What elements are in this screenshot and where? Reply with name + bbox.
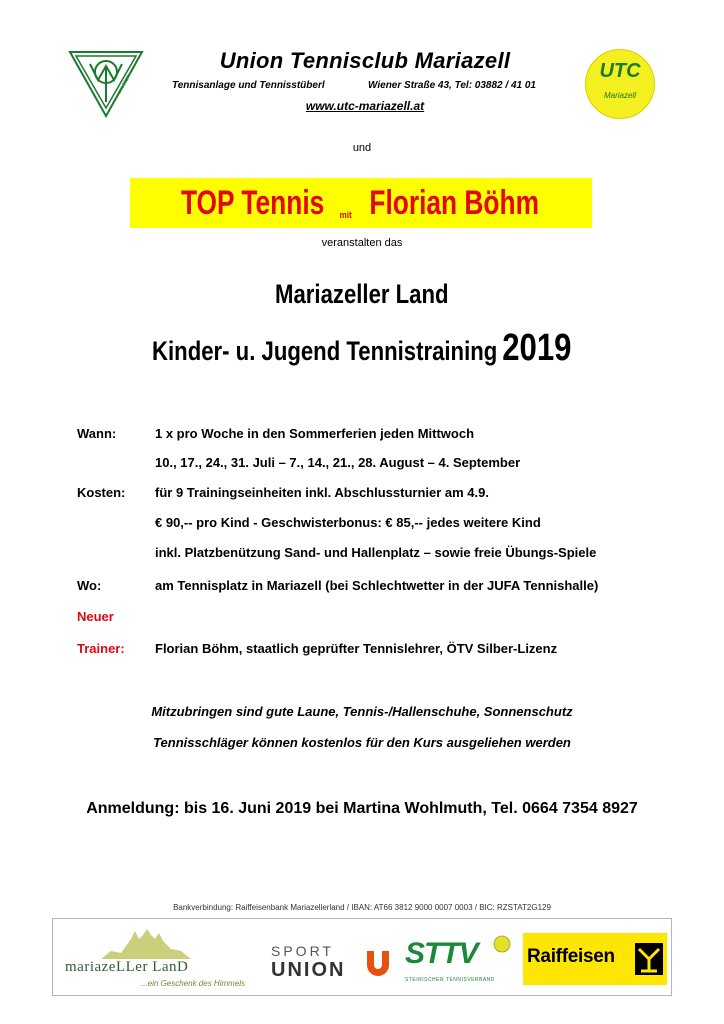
sponsor-footer bbox=[52, 918, 672, 996]
trainer-label: Trainer: bbox=[77, 641, 125, 656]
neuer-label: Neuer bbox=[77, 609, 114, 624]
raiffeisen-gable-cross-icon bbox=[635, 943, 663, 975]
title-line1-text: Mariazeller Land bbox=[275, 279, 449, 309]
kosten-label: Kosten: bbox=[77, 485, 126, 500]
bank-details: Bankverbindung: Raiffeisenbank Mariazellerland / IBAN: AT66 3812 9000 0007 0003 / BIC: RZSTAT2G129 bbox=[173, 903, 551, 912]
raiffeisen-word: Raiffeisen bbox=[527, 946, 615, 967]
club-subline: Tennisanlage und Tennisstüberl bbox=[172, 80, 325, 91]
veranstalten-text: veranstalten das bbox=[321, 237, 403, 249]
mariazeller-land-tagline: ...ein Geschenk des Himmels bbox=[141, 979, 246, 988]
banner-part2: Florian Böhm bbox=[369, 184, 539, 222]
anmeldung-text: Anmeldung: bis 16. Juni 2019 bei Martina Wohlmuth, Tel. 0664 7354 8927 bbox=[86, 800, 638, 817]
sportunion-sport-word: SPORT bbox=[271, 943, 334, 959]
sportunion-logo bbox=[271, 939, 391, 989]
club-name: Union Tennisclub Mariazell bbox=[219, 48, 511, 73]
wo-line1: am Tennisplatz in Mariazell (bei Schlechtwetter in der JUFA Tennishalle) bbox=[155, 578, 599, 593]
sttv-word: STTV bbox=[405, 937, 478, 970]
wann-label: Wann: bbox=[77, 426, 117, 441]
banner-part1: TOP Tennis bbox=[181, 184, 325, 222]
utc-logo-subtitle: Mariazell bbox=[603, 91, 636, 100]
title-year: 2019 bbox=[502, 327, 572, 369]
note-line2: Tennisschläger können kostenlos für den Kurs ausgeliehen werden bbox=[153, 735, 571, 750]
note-line1: Mitzubringen sind gute Laune, Tennis-/Hallenschuhe, Sonnenschutz bbox=[151, 704, 573, 719]
title-line2 bbox=[0, 327, 724, 370]
wo-label: Wo: bbox=[77, 578, 102, 593]
raiffeisen-logo bbox=[523, 933, 667, 985]
trainer-line1: Florian Böhm, staatlich geprüfter Tennislehrer, ÖTV Silber-Lizenz bbox=[155, 641, 558, 656]
top-tennis-banner bbox=[130, 178, 592, 228]
sttv-logo bbox=[405, 937, 515, 989]
title-line2-text: Kinder- u. Jugend Tennistraining bbox=[152, 336, 498, 366]
basilica-silhouette-icon bbox=[101, 929, 191, 959]
tennis-ball-icon bbox=[493, 935, 511, 953]
kosten-line1: für 9 Trainingseinheiten inkl. Abschlussturnier am 4.9. bbox=[155, 485, 489, 500]
wann-line2: 10., 17., 24., 31. Juli – 7., 14., 21., 28. August – 4. September bbox=[155, 455, 521, 470]
kosten-line2: € 90,-- pro Kind - Geschwisterbonus: € 85,-- jedes weitere Kind bbox=[155, 515, 541, 530]
crest-year-text: seit 1927 bbox=[116, 74, 132, 95]
banner-mit: mit bbox=[339, 210, 352, 220]
club-crest-logo bbox=[68, 50, 144, 118]
utc-logo-title: UTC bbox=[599, 60, 641, 82]
sportunion-u-icon bbox=[363, 947, 393, 981]
mariazeller-land-logo bbox=[61, 929, 261, 987]
sportunion-union-word: UNION bbox=[271, 959, 346, 981]
kosten-line3: inkl. Platzbenützung Sand- und Hallenplatz – sowie freie Übungs-Spiele bbox=[155, 545, 597, 560]
title-line1 bbox=[0, 279, 724, 310]
mariazeller-land-name: mariazeLLer LanD bbox=[65, 959, 189, 975]
club-website-link[interactable]: www.utc-mariazell.at bbox=[305, 99, 425, 113]
wann-line1: 1 x pro Woche in den Sommerferien jeden Mittwoch bbox=[155, 426, 475, 441]
und-text: und bbox=[352, 142, 372, 154]
club-address: Wiener Straße 43, Tel: 03882 / 41 01 bbox=[368, 80, 536, 91]
sttv-subtitle: STEIRISCHER TENNISVERBAND bbox=[405, 977, 495, 983]
utc-ball-logo bbox=[585, 49, 655, 119]
